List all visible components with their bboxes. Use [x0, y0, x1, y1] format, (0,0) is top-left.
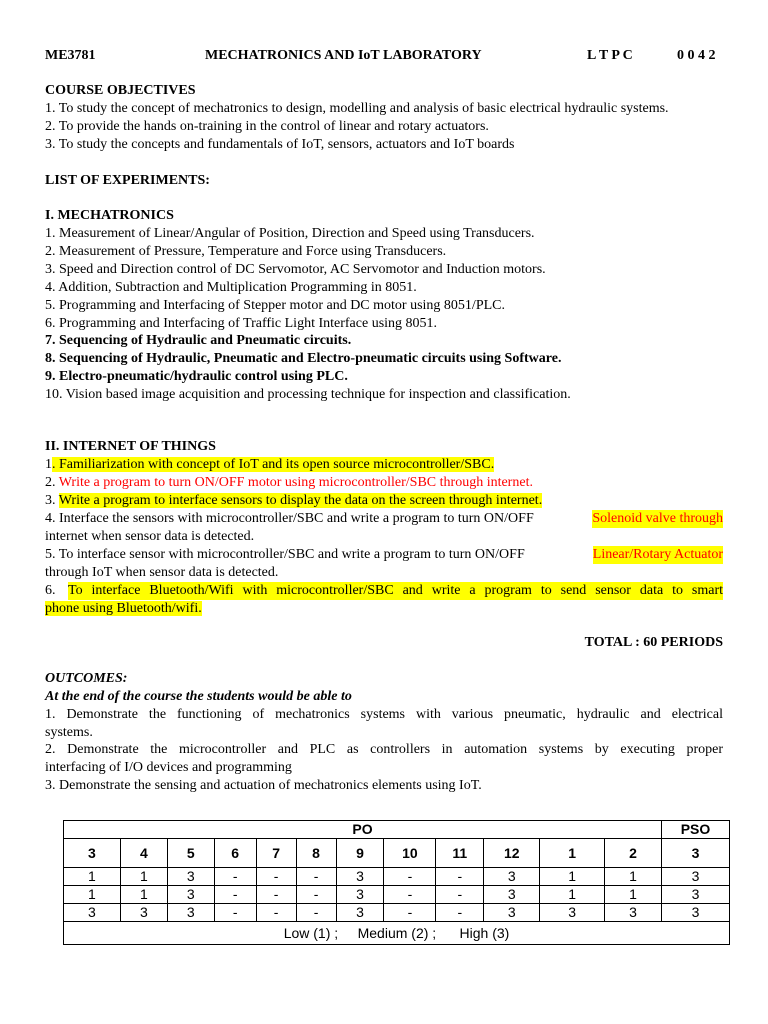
list-heading: LIST OF EXPERIMENTS: [45, 173, 210, 188]
table-cell: - [436, 904, 484, 922]
table-cell: - [256, 904, 296, 922]
iot-item-number: 3. [45, 493, 59, 508]
objective-item: 1. To study the concept of mechatronics to design, modelling and analysis of basic electrical hydraulic systems. [45, 101, 669, 116]
column-header: 5 [167, 839, 214, 868]
iot-item-text: phone using Bluetooth/wifi. [45, 601, 202, 616]
column-header: 12 [484, 839, 540, 868]
iot-item-number: 2. [45, 475, 59, 490]
table-cell: - [296, 886, 336, 904]
iot-item-5 [45, 546, 723, 564]
iot-item-6-cont [45, 600, 723, 618]
experiment-item: 6. Programming and Interfacing of Traffic Light Interface using 8051. [45, 316, 438, 331]
table-cell: 1 [540, 886, 605, 904]
experiment-item: 3. Speed and Direction control of DC Servomotor, AC Servomotor and Induction motors. [45, 262, 546, 277]
experiment-item: 9. Electro-pneumatic/hydraulic control using PLC. [45, 369, 348, 384]
po-header: PO [64, 821, 662, 839]
column-header: 11 [436, 839, 484, 868]
iot-item-text: internet when sensor data is detected. [45, 529, 255, 544]
table-cell: - [214, 868, 256, 886]
iot-item-text: . Familiarization with concept of IoT and its open source microcontroller/SBC. [52, 457, 495, 472]
experiment-item: 5. Programming and Interfacing of Stepper motor and DC motor using 8051/PLC. [45, 298, 505, 313]
mechatronics-heading: I. MECHATRONICS [45, 208, 174, 223]
experiment-item: 8. Sequencing of Hydraulic, Pneumatic and Electro-pneumatic circuits using Software. [45, 351, 562, 366]
column-header: 9 [336, 839, 384, 868]
experiment-item: 10. Vision based image acquisition and processing technique for inspection and classification. [45, 387, 571, 402]
table-cell: - [256, 886, 296, 904]
course-code: ME3781 [45, 48, 96, 63]
table-cell: - [256, 868, 296, 886]
table-cell: 3 [336, 904, 384, 922]
outcome-item: systems. [45, 725, 93, 740]
experiment-item: 4. Addition, Subtraction and Multiplication Programming in 8051. [45, 280, 417, 295]
iot-item-3 [45, 492, 723, 510]
iot-item-6 [45, 582, 723, 600]
table-row [64, 868, 730, 886]
iot-item-text: Write a program to interface sensors to display the data on the screen through internet. [58, 493, 543, 508]
table-row [64, 904, 730, 922]
iot-item-4 [45, 510, 723, 528]
table-cell: - [384, 886, 436, 904]
column-header: 6 [214, 839, 256, 868]
objective-item: 3. To study the concepts and fundamentals of IoT, sensors, actuators and IoT boards [45, 137, 515, 152]
table-cell: 3 [167, 886, 214, 904]
table-cell: 3 [484, 904, 540, 922]
table-cell: 3 [484, 886, 540, 904]
iot-item-number: 6. [45, 583, 56, 598]
table-cell: - [214, 904, 256, 922]
outcomes-intro: At the end of the course the students would be able to [45, 689, 352, 704]
table-cell: 1 [605, 868, 662, 886]
table-cell: 3 [167, 868, 214, 886]
column-header: 10 [384, 839, 436, 868]
iot-item-text: Write a program to turn ON/OFF motor using microcontroller/SBC through internet. [58, 475, 533, 490]
column-header: 7 [256, 839, 296, 868]
table-cell: - [384, 904, 436, 922]
table-cell: 1 [120, 886, 167, 904]
iot-item-highlight: Solenoid valve through [592, 511, 723, 526]
iot-item-text: 5. To interface sensor with microcontroller/SBC and write a program to turn ON/OFF [45, 547, 525, 562]
table-cell: 3 [540, 904, 605, 922]
table-cell: 3 [605, 904, 662, 922]
table-cell: 3 [120, 904, 167, 922]
correlation-legend: Low (1) ; Medium (2) ; High (3) [64, 922, 730, 945]
iot-item-1 [45, 456, 723, 474]
iot-item-text: through IoT when sensor data is detected. [45, 565, 279, 580]
objectives-heading: COURSE OBJECTIVES [45, 83, 196, 98]
outcome-item: 1. Demonstrate the functioning of mechatronics systems with various pneumatic, hydraulic and electrical [45, 707, 723, 722]
table-cell: - [436, 868, 484, 886]
table-cell: 1 [64, 886, 121, 904]
objective-item: 2. To provide the hands on-training in the control of linear and rotary actuators. [45, 119, 489, 134]
table-cell: 3 [661, 904, 729, 922]
outcome-item: 2. Demonstrate the microcontroller and PLC as controllers in automation systems by executing proper [45, 742, 723, 757]
table-legend-row [64, 922, 730, 945]
table-cell: 1 [605, 886, 662, 904]
total-periods: TOTAL : 60 PERIODS [584, 635, 723, 650]
course-title: MECHATRONICS AND IoT LABORATORY [205, 48, 482, 63]
table-column-header [64, 839, 730, 868]
column-header: 8 [296, 839, 336, 868]
outcomes-heading: OUTCOMES: [45, 671, 128, 686]
table-cell: - [296, 868, 336, 886]
table-cell: - [296, 904, 336, 922]
table-cell: 3 [64, 904, 121, 922]
experiment-item: 2. Measurement of Pressure, Temperature and Force using Transducers. [45, 244, 447, 259]
table-cell: 1 [120, 868, 167, 886]
table-cell: 3 [661, 886, 729, 904]
table-cell: 3 [661, 868, 729, 886]
column-header: 4 [120, 839, 167, 868]
table-cell: - [436, 886, 484, 904]
iot-heading: II. INTERNET OF THINGS [45, 439, 216, 454]
outcome-item: interfacing of I/O devices and programming [45, 760, 292, 775]
table-cell: - [214, 886, 256, 904]
iot-item-text: 4. Interface the sensors with microcontroller/SBC and write a program to turn ON/OFF [45, 511, 534, 526]
po-pso-table [63, 820, 730, 945]
ltpc-value: 0 0 4 2 [677, 48, 716, 63]
column-header: 3 [661, 839, 729, 868]
iot-item-text: To interface Bluetooth/Wifi with microcontroller/SBC and write a program to send sensor data to smart [68, 583, 723, 598]
table-cell: 3 [484, 868, 540, 886]
outcome-item: 3. Demonstrate the sensing and actuation of mechatronics elements using IoT. [45, 778, 482, 793]
experiment-item: 1. Measurement of Linear/Angular of Position, Direction and Speed using Transducers. [45, 226, 535, 241]
table-cell: 3 [336, 886, 384, 904]
column-header: 2 [605, 839, 662, 868]
column-header: 1 [540, 839, 605, 868]
table-group-header [64, 821, 730, 839]
ltpc-label: L T P C [587, 48, 633, 63]
iot-item-2 [45, 474, 723, 492]
iot-item-number: 1 [45, 457, 52, 472]
column-header: 3 [64, 839, 121, 868]
iot-item-highlight: Linear/Rotary Actuator [592, 547, 723, 562]
table-cell: 1 [540, 868, 605, 886]
table-row [64, 886, 730, 904]
course-header [45, 47, 723, 65]
table-cell: 1 [64, 868, 121, 886]
pso-header: PSO [661, 821, 729, 839]
table-cell: 3 [167, 904, 214, 922]
table-cell: - [384, 868, 436, 886]
experiment-item: 7. Sequencing of Hydraulic and Pneumatic circuits. [45, 333, 352, 348]
table-cell: 3 [336, 868, 384, 886]
